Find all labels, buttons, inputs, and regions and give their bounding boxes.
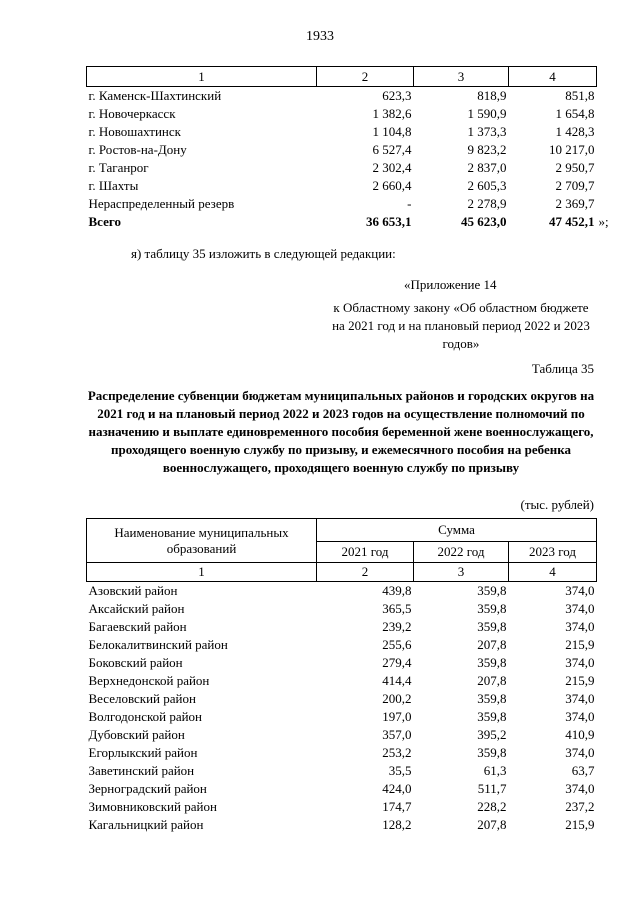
row-name: Верхнедонской район: [88, 673, 210, 688]
column-number: 1: [87, 563, 317, 582]
value-2023: 374,0: [565, 619, 595, 634]
table-row: [87, 618, 597, 636]
row-name: Белокалитвинский район: [88, 637, 228, 652]
total-2022: 45 623,0: [461, 214, 507, 229]
total-2023: [509, 213, 609, 231]
value-2022: 511,7: [477, 781, 507, 796]
row-name: Веселовский район: [88, 691, 196, 706]
column-number: 4: [509, 563, 597, 582]
row-name: г. Новошахтинск: [88, 124, 181, 139]
value-2023: 2 369,7: [555, 196, 595, 211]
value-2023: 374,0: [565, 709, 595, 724]
value-2022: 1 590,9: [467, 106, 507, 121]
table-row: [87, 798, 597, 816]
column-number: 2: [317, 67, 414, 87]
value-2021: 623,3: [382, 88, 412, 103]
column-number: 1: [87, 67, 317, 87]
value-2023: 215,9: [565, 637, 595, 652]
value-2021: 1 382,6: [372, 106, 412, 121]
value-2021: 253,2: [382, 745, 412, 760]
value-2021: -: [407, 196, 412, 211]
value-2023: 63,7: [571, 763, 595, 778]
table-title: Распределение субвенции бюджетам муниципальных районов и городских округов на 2021 год и на плановый период 2022 и 2023 годов на осуществление полномочий по назначению и выплате единовременного пособия беременной жене военнослужащего, проходящего военную службу по призыву, и ежемесячного пособия на ребенка военнослужащего, проходящего военную службу по призыву: [87, 388, 595, 475]
table-header-row: [87, 67, 597, 87]
table-row: [87, 159, 597, 177]
header-year-2023: 2023 год: [509, 542, 597, 563]
table-number: Таблица 35: [531, 361, 594, 376]
value-2021: 255,6: [382, 637, 412, 652]
value-2023: 1 654,8: [555, 106, 595, 121]
row-name: Зимовниковский район: [88, 799, 217, 814]
table-row: [87, 582, 597, 601]
header-year-2021: 2021 год: [317, 542, 414, 563]
value-2022: 2 837,0: [467, 160, 507, 175]
value-2022: 207,8: [477, 673, 507, 688]
value-2023: 215,9: [565, 817, 595, 832]
total-label: Всего: [88, 214, 121, 229]
table-row: [87, 105, 597, 123]
annex-subtitle: к Областному закону «Об областном бюджете на 2021 год и на плановый период 2022 и 2023 годов»: [332, 300, 590, 351]
row-name: Боковский район: [88, 655, 183, 670]
annex-title: «Приложение 14: [404, 277, 497, 292]
column-number: 2: [317, 563, 414, 582]
value-2021: 414,4: [382, 673, 412, 688]
table-row: [87, 672, 597, 690]
value-2023: 410,9: [565, 727, 595, 742]
value-2023: 374,0: [565, 655, 595, 670]
value-2021: 439,8: [382, 583, 412, 598]
value-2021: 6 527,4: [372, 142, 412, 157]
total-2021: 36 653,1: [366, 214, 412, 229]
table-row: [87, 816, 597, 834]
value-2022: 9 823,2: [467, 142, 507, 157]
value-2022: 207,8: [477, 637, 507, 652]
value-2023: 2 950,7: [555, 160, 595, 175]
value-2023: 374,0: [565, 691, 595, 706]
table-row: [87, 690, 597, 708]
row-name: Кагальницкий район: [88, 817, 204, 832]
table-row: [87, 177, 597, 195]
value-2021: 239,2: [382, 619, 412, 634]
value-2023: 215,9: [565, 673, 595, 688]
value-2022: 2 605,3: [467, 178, 507, 193]
value-2023: 374,0: [565, 745, 595, 760]
row-name: Зерноградский район: [88, 781, 207, 796]
value-2022: 359,8: [477, 619, 507, 634]
value-2022: 2 278,9: [467, 196, 507, 211]
header-municipality: Наименование муниципальных образований: [87, 519, 317, 563]
value-2022: 395,2: [477, 727, 507, 742]
value-2022: 359,8: [477, 655, 507, 670]
city-subvention-table-continued: [86, 66, 609, 231]
row-name: Егорлыкский район: [88, 745, 198, 760]
table-row: [87, 780, 597, 798]
row-name: г. Каменск-Шахтинский: [88, 88, 222, 103]
row-name: Волгодонской район: [88, 709, 203, 724]
value-2022: 359,8: [477, 583, 507, 598]
total-row: [87, 213, 597, 231]
value-2023: 1 428,3: [555, 124, 595, 139]
column-number: 3: [414, 563, 509, 582]
table-row: [87, 654, 597, 672]
value-2023: 374,0: [565, 583, 595, 598]
value-2022: 228,2: [477, 799, 507, 814]
row-name: Заветинский район: [88, 763, 195, 778]
closing-quote-suffix: »;: [598, 214, 609, 229]
value-2021: 357,0: [382, 727, 412, 742]
row-name: г. Новочеркасск: [88, 106, 176, 121]
value-2021: 424,0: [382, 781, 412, 796]
value-2022: 207,8: [477, 817, 507, 832]
value-2023: 374,0: [565, 781, 595, 796]
total-2023-value: 47 452,1: [549, 214, 595, 229]
value-2022: 61,3: [483, 763, 507, 778]
row-name: Азовский район: [88, 583, 178, 598]
value-2021: 174,7: [382, 799, 412, 814]
value-2022: 359,8: [477, 691, 507, 706]
table-row: [87, 600, 597, 618]
value-2021: 35,5: [388, 763, 412, 778]
value-2021: 200,2: [382, 691, 412, 706]
value-2022: 1 373,3: [467, 124, 507, 139]
table-row: [87, 141, 597, 159]
header-sum: Сумма: [317, 519, 597, 542]
table-row: [87, 636, 597, 654]
row-name: г. Таганрог: [88, 160, 149, 175]
amendment-paragraph: я) таблицу 35 изложить в следующей редакции:: [131, 246, 396, 261]
table-row: [87, 123, 597, 141]
column-number: 3: [414, 67, 509, 87]
value-2021: 2 660,4: [372, 178, 412, 193]
district-subvention-table: [86, 518, 597, 834]
value-2023: 851,8: [565, 88, 595, 103]
column-number-row: [87, 563, 597, 582]
table-row: [87, 726, 597, 744]
value-2021: 128,2: [382, 817, 412, 832]
table-row: [87, 87, 597, 106]
row-name: Дубовский район: [88, 727, 185, 742]
table-header-row: [87, 519, 597, 542]
table-row: [87, 195, 597, 213]
header-year-2022: 2022 год: [414, 542, 509, 563]
value-2021: 197,0: [382, 709, 412, 724]
row-name: Аксайский район: [88, 601, 185, 616]
units-label: (тыс. рублей): [520, 497, 594, 512]
value-2023: 237,2: [565, 799, 595, 814]
column-number: 4: [509, 67, 597, 87]
table-row: [87, 762, 597, 780]
table-row: [87, 708, 597, 726]
value-2021: 365,5: [382, 601, 412, 616]
row-name: г. Шахты: [88, 178, 139, 193]
value-2021: 2 302,4: [372, 160, 412, 175]
table-row: [87, 744, 597, 762]
value-2021: 1 104,8: [372, 124, 412, 139]
row-name: Нераспределенный резерв: [88, 196, 235, 211]
value-2023: 374,0: [565, 601, 595, 616]
value-2021: 279,4: [382, 655, 412, 670]
page-number: 1933: [306, 29, 334, 44]
value-2023: 2 709,7: [555, 178, 595, 193]
value-2022: 359,8: [477, 709, 507, 724]
row-name: Багаевский район: [88, 619, 187, 634]
value-2022: 818,9: [477, 88, 507, 103]
row-name: г. Ростов-на-Дону: [88, 142, 187, 157]
value-2022: 359,8: [477, 745, 507, 760]
value-2022: 359,8: [477, 601, 507, 616]
value-2023: 10 217,0: [549, 142, 595, 157]
